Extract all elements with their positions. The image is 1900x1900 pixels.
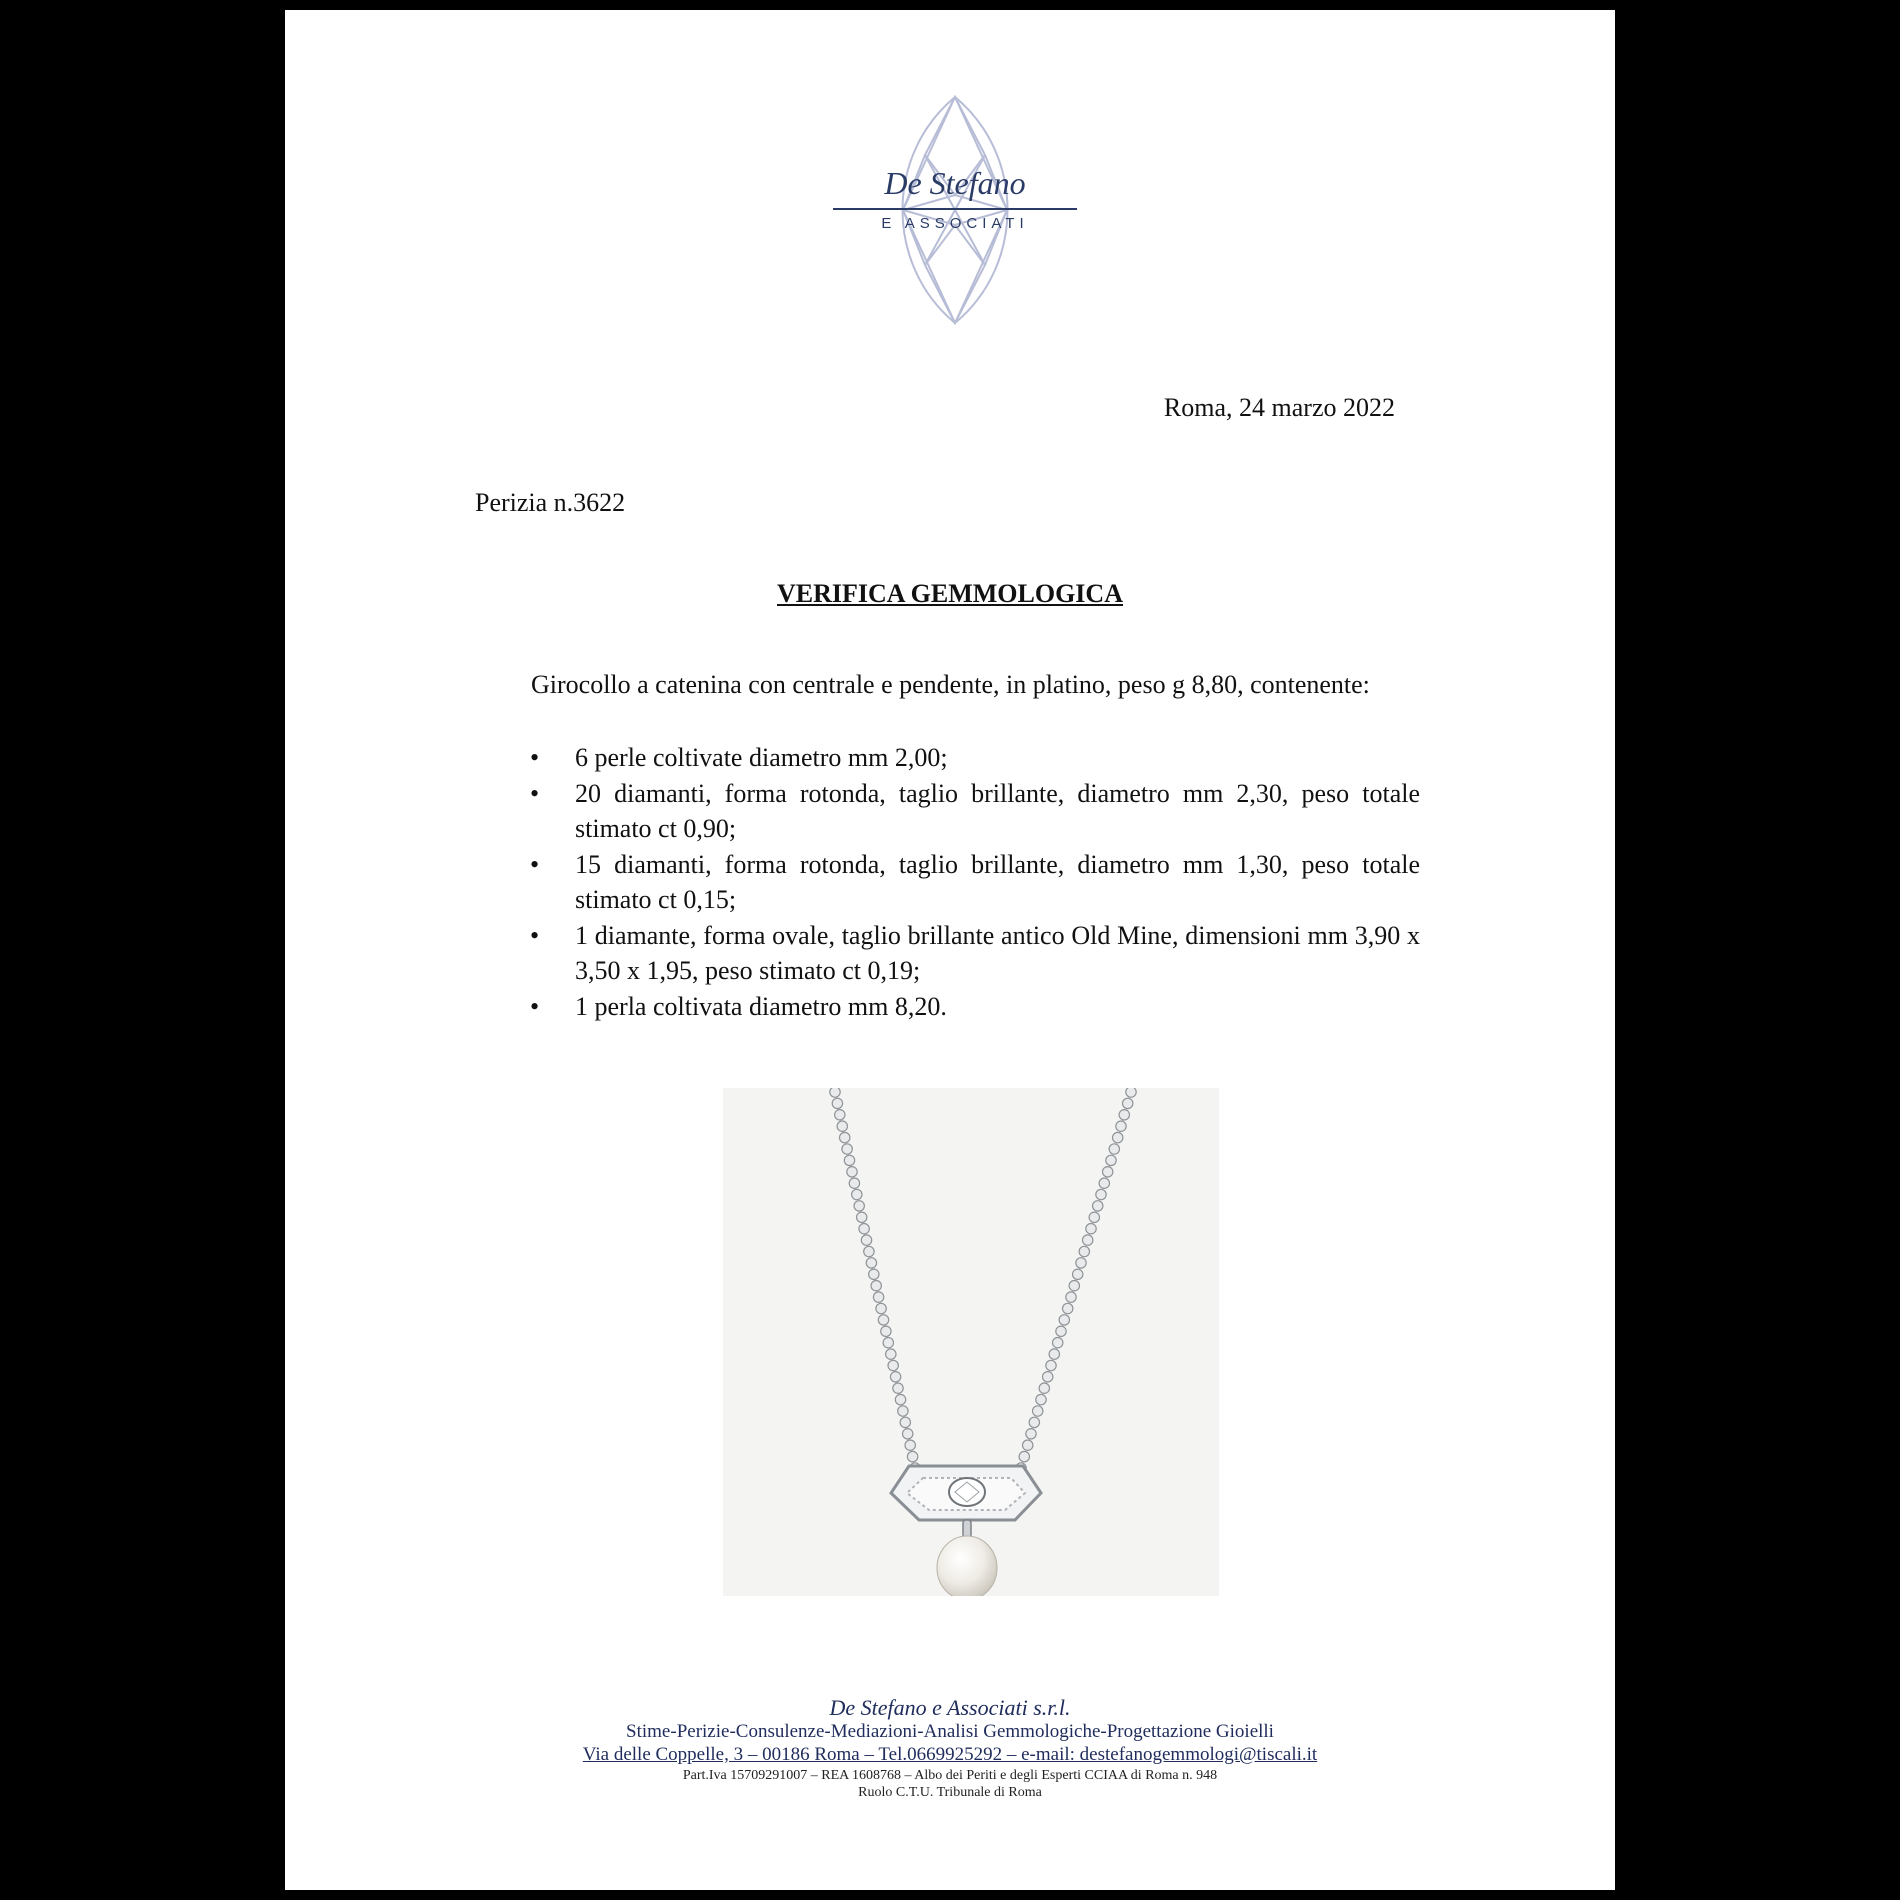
document-page	[285, 10, 1615, 1890]
chain-diamond	[1116, 1121, 1126, 1131]
bullet: •	[530, 849, 540, 879]
footer-address: Via delle Coppelle, 3 – 00186 Roma – Tel.0669925292 – e-mail: destefanogemmologi@tiscali.it	[582, 1744, 1318, 1765]
chain-diamond	[1043, 1372, 1053, 1382]
chain-diamond	[888, 1360, 898, 1370]
chain-diamond	[859, 1224, 869, 1234]
chain-diamond	[881, 1326, 891, 1336]
chain-diamond	[830, 1088, 840, 1097]
chain-diamond	[837, 1121, 847, 1131]
list-item-text: 20 diamanti, forma rotonda, taglio brillante, diametro mm 2,30, peso totale stimato ct 0,90;	[575, 778, 1420, 843]
chain-diamond	[857, 1212, 867, 1222]
necklace-illustration	[723, 1088, 1219, 1596]
chain-diamond	[1023, 1440, 1033, 1450]
chain-diamond	[1053, 1338, 1063, 1348]
bullet: •	[530, 778, 540, 808]
chain-diamond	[869, 1269, 879, 1279]
chain-diamond	[1086, 1224, 1096, 1234]
chain-diamond	[849, 1178, 859, 1188]
chain-diamond	[1113, 1132, 1123, 1142]
chain-diamond	[905, 1440, 915, 1450]
list-item	[530, 740, 1420, 776]
chain-diamond	[1096, 1189, 1106, 1199]
bullet: •	[530, 920, 540, 950]
list-item	[530, 918, 1420, 989]
list-item	[530, 989, 1420, 1025]
chain-diamond	[864, 1246, 874, 1256]
chain-diamond	[1083, 1235, 1093, 1245]
chain-diamond	[1036, 1394, 1046, 1404]
chain-diamond	[1029, 1417, 1039, 1427]
chain-diamond	[893, 1383, 903, 1393]
chain-diamond	[871, 1281, 881, 1291]
chain-diamond	[878, 1315, 888, 1325]
chain-diamond	[852, 1189, 862, 1199]
chain-diamond	[1059, 1315, 1069, 1325]
chain-diamond	[883, 1338, 893, 1348]
chain-diamond	[1076, 1258, 1086, 1268]
chain-diamond	[873, 1292, 883, 1302]
chain-diamond	[835, 1110, 845, 1120]
logo-name: De Stefano	[884, 165, 1026, 201]
chain-diamond	[1119, 1110, 1129, 1120]
list-item	[530, 776, 1420, 847]
bullet: •	[530, 991, 540, 1021]
chain-diamond	[844, 1155, 854, 1165]
chain-diamond	[886, 1349, 896, 1359]
chain-diamond	[1063, 1303, 1073, 1313]
item-description: Girocollo a catenina con centrale e pendente, in platino, peso g 8,80, contenente:	[531, 670, 1370, 699]
chain-diamond	[840, 1132, 850, 1142]
document-date: Roma, 24 marzo 2022	[1163, 393, 1395, 422]
chain-diamond	[1103, 1167, 1113, 1177]
chain-diamond	[900, 1417, 910, 1427]
chain-diamond	[907, 1451, 917, 1461]
chain-diamond	[903, 1429, 913, 1439]
chain-diamond	[1109, 1144, 1119, 1154]
bullet: •	[530, 743, 540, 772]
list-item-text: 6 perle coltivate diametro mm 2,00;	[575, 743, 948, 772]
chain-diamond	[1093, 1201, 1103, 1211]
chain-diamond	[1046, 1360, 1056, 1370]
logo-subtitle: E ASSOCIATI	[881, 215, 1029, 232]
chain-diamond	[1049, 1349, 1059, 1359]
chain-diamond	[854, 1201, 864, 1211]
chain-diamond	[1026, 1429, 1036, 1439]
chain-diamond	[1079, 1246, 1089, 1256]
chain-diamond	[1039, 1383, 1049, 1393]
list-item	[530, 847, 1420, 918]
necklace-photo	[723, 1088, 1219, 1596]
marquise-diamond-icon	[825, 95, 1085, 325]
logo-divider	[833, 208, 1077, 210]
company-logo	[825, 95, 1085, 325]
chain-diamond	[898, 1406, 908, 1416]
chain-diamond	[842, 1144, 852, 1154]
chain-diamond	[1033, 1406, 1043, 1416]
chain-diamond	[890, 1372, 900, 1382]
list-item-text: 15 diamanti, forma rotonda, taglio brillante, diametro mm 1,30, peso totale stimato ct 0,15;	[575, 849, 1420, 914]
document-title: VERIFICA GEMMOLOGICA	[777, 579, 1123, 608]
chain-diamond	[1066, 1292, 1076, 1302]
footer-legal: Part.Iva 15709291007 – REA 1608768 – Albo dei Periti e degli Esperti CCIAA di Roma n. 948	[682, 1768, 1218, 1783]
list-item-text: 1 perla coltivata diametro mm 8,20.	[575, 991, 947, 1021]
chain-diamond	[1019, 1451, 1029, 1461]
footer-company: De Stefano e Associati s.r.l.	[829, 1695, 1071, 1720]
chain-diamond	[1089, 1212, 1099, 1222]
chain-diamond	[1099, 1178, 1109, 1188]
gem-list	[530, 740, 1420, 1024]
chain-diamond	[1069, 1281, 1079, 1291]
list-item-text: 1 diamante, forma ovale, taglio brillante antico Old Mine, dimensioni mm 3,90 x 3,50 x 1,95, peso stimato ct 0,19;	[575, 920, 1420, 985]
chain-diamond	[1123, 1098, 1133, 1108]
chain-diamond	[861, 1235, 871, 1245]
document-footer	[285, 1695, 1615, 1801]
footer-services: Stime-Perizie-Consulenze-Mediazioni-Analisi Gemmologiche-Progettazione Gioielli	[626, 1721, 1274, 1742]
chain-diamond	[1056, 1326, 1066, 1336]
chain-diamond	[1073, 1269, 1083, 1279]
footer-ctu: Ruolo C.T.U. Tribunale di Roma	[858, 1785, 1042, 1800]
chain-diamond	[866, 1258, 876, 1268]
chain-diamond	[876, 1303, 886, 1313]
chain-diamond	[847, 1167, 857, 1177]
chain-diamond	[1106, 1155, 1116, 1165]
chain-diamond	[1126, 1088, 1136, 1097]
appraisal-number: Perizia n.3622	[475, 488, 626, 517]
chain-diamond	[832, 1098, 842, 1108]
chain-diamond	[895, 1394, 905, 1404]
